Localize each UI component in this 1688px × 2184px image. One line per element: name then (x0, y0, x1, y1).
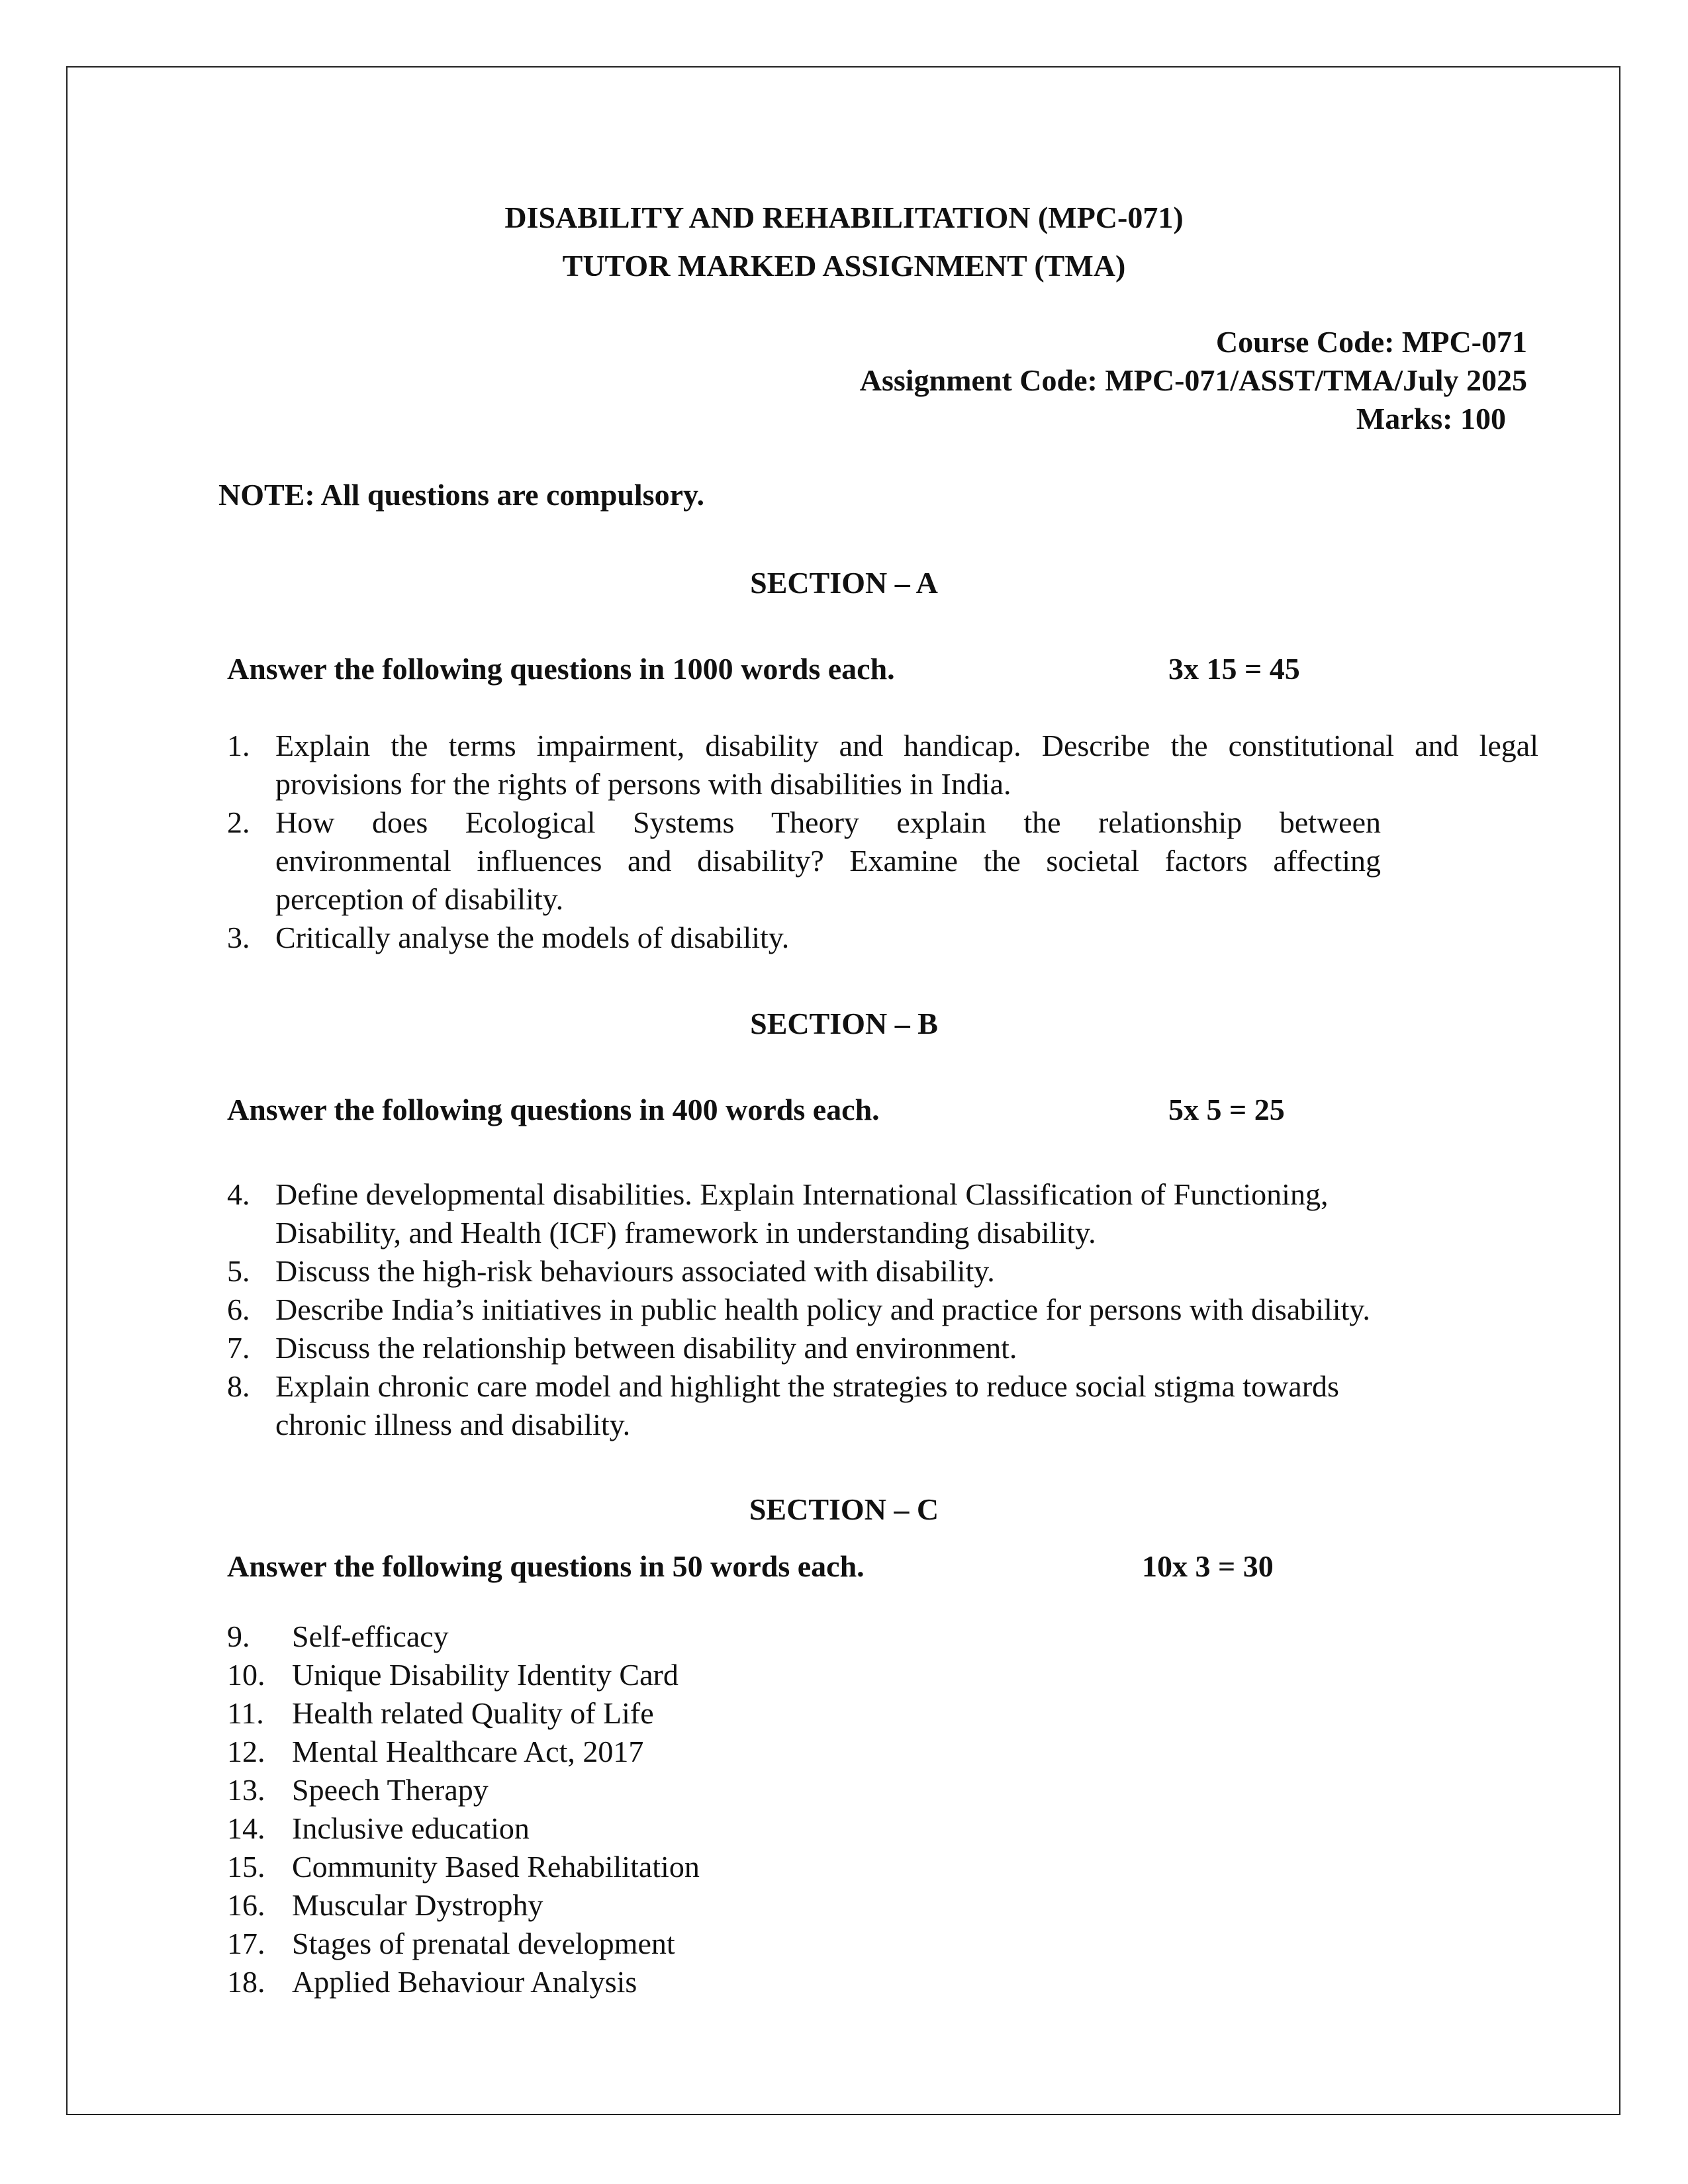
document-title: DISABILITY AND REHABILITATION (MPC-071) (504, 201, 1184, 234)
item-text: Stages of prenatal development (292, 1927, 675, 1960)
question-text-line: Explain chronic care model and highlight the strategies to reduce social stigma towards (275, 1369, 1339, 1403)
item-text: Unique Disability Identity Card (292, 1658, 679, 1692)
item-number: 15. (227, 1850, 265, 1884)
question-text-line: perception of disability. (275, 882, 564, 916)
item-number: 10. (227, 1658, 265, 1692)
item-number: 17. (227, 1927, 265, 1960)
section-b-heading: SECTION – B (750, 1007, 938, 1040)
item-text: Mental Healthcare Act, 2017 (292, 1735, 644, 1768)
document-subtitle: TUTOR MARKED ASSIGNMENT (TMA) (562, 249, 1126, 283)
question-number: 4. (227, 1177, 250, 1211)
question-text-line: Define developmental disabilities. Explain International Classification of Functioning, (275, 1177, 1329, 1211)
question-text-line: provisions for the rights of persons with disabilities in India. (275, 767, 1011, 801)
question-text-line: chronic illness and disability. (275, 1408, 631, 1441)
section-c-marks: 10x 3 = 30 (1142, 1549, 1274, 1583)
section-c-instruction: Answer the following questions in 50 words each. (227, 1549, 865, 1583)
question-number: 5. (227, 1254, 250, 1288)
item-number: 9. (227, 1619, 250, 1653)
item-text: Speech Therapy (292, 1773, 489, 1807)
item-text: Self-efficacy (292, 1619, 449, 1653)
question-text-line: Discuss the relationship between disability and environment. (275, 1331, 1017, 1365)
question-number: 8. (227, 1369, 250, 1403)
question-text-line: Describe India’s initiatives in public health policy and practice for persons with disability. (275, 1293, 1370, 1326)
item-number: 14. (227, 1811, 265, 1845)
total-marks: Marks: 100 (1356, 402, 1506, 435)
section-b-instruction: Answer the following questions in 400 words each. (227, 1093, 880, 1126)
section-c-heading: SECTION – C (749, 1492, 939, 1526)
question-text-line: Critically analyse the models of disability. (275, 921, 790, 954)
item-number: 13. (227, 1773, 265, 1807)
question-text-line: Discuss the high-risk behaviours associated with disability. (275, 1254, 995, 1288)
question-text-line: Explain the terms impairment, disability and handicap. Describe the constitutional and legal (275, 729, 1538, 762)
item-number: 12. (227, 1735, 265, 1768)
item-text: Applied Behaviour Analysis (292, 1965, 637, 1999)
item-text: Inclusive education (292, 1811, 530, 1845)
item-text: Community Based Rehabilitation (292, 1850, 700, 1884)
question-text-line: environmental influences and disability? Examine the societal factors affecting (275, 844, 1381, 878)
question-number: 6. (227, 1293, 250, 1326)
course-code: Course Code: MPC-071 (1215, 325, 1527, 359)
item-text: Muscular Dystrophy (292, 1888, 543, 1922)
note: NOTE: All questions are compulsory. (218, 478, 704, 512)
question-number: 3. (227, 921, 250, 954)
section-a-marks: 3x 15 = 45 (1168, 652, 1300, 686)
item-number: 16. (227, 1888, 265, 1922)
question-number: 2. (227, 805, 250, 839)
question-text-line: Disability, and Health (ICF) framework in understanding disability. (275, 1216, 1096, 1250)
item-text: Health related Quality of Life (292, 1696, 654, 1730)
assignment-code: Assignment Code: MPC-071/ASST/TMA/July 2025 (859, 363, 1527, 397)
question-text-line: How does Ecological Systems Theory explain the relationship between (275, 805, 1381, 839)
item-number: 11. (227, 1696, 264, 1730)
section-a-instruction: Answer the following questions in 1000 words each. (227, 652, 895, 686)
section-a-heading: SECTION – A (750, 566, 938, 600)
section-b-marks: 5x 5 = 25 (1168, 1093, 1285, 1126)
question-number: 7. (227, 1331, 250, 1365)
item-number: 18. (227, 1965, 265, 1999)
question-number: 1. (227, 729, 250, 762)
